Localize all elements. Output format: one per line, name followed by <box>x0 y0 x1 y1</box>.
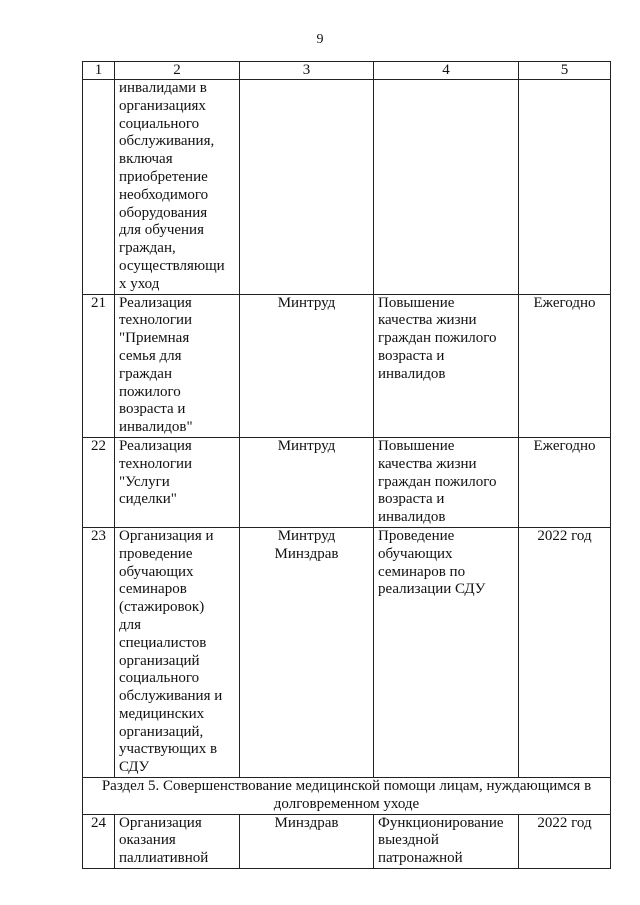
plan-table <box>82 61 611 869</box>
column-header-4: 4 <box>374 62 519 80</box>
executor-cell: Минтруд <box>240 437 374 527</box>
column-header-2: 2 <box>115 62 240 80</box>
result-cell: Повышение качества жизни граждан пожилого возраста и инвалидов <box>374 437 519 527</box>
activity-cell: инвалидами в организациях социального обслуживания, включая приобретение необходимого оборудования для обучения граждан, осуществляющи х уход <box>115 80 240 295</box>
page-number: 9 <box>316 32 324 47</box>
term-cell <box>519 80 611 295</box>
executor-cell: Минтруд Минздрав <box>240 527 374 777</box>
column-header-3: 3 <box>240 62 374 80</box>
table-row <box>83 527 611 777</box>
result-cell: Повышение качества жизни граждан пожилого возраста и инвалидов <box>374 294 519 437</box>
term-cell: Ежегодно <box>519 294 611 437</box>
table-row <box>83 814 611 868</box>
table-header-row <box>83 62 611 80</box>
result-cell: Проведение обучающих семинаров по реализации СДУ <box>374 527 519 777</box>
executor-cell: Минздрав <box>240 814 374 868</box>
activity-cell: Организация оказания паллиативной <box>115 814 240 868</box>
row-number: 21 <box>83 294 115 437</box>
row-number: 22 <box>83 437 115 527</box>
executor-cell <box>240 80 374 295</box>
table-row <box>83 437 611 527</box>
term-cell: 2022 год <box>519 814 611 868</box>
column-header-1: 1 <box>83 62 115 80</box>
row-number: 24 <box>83 814 115 868</box>
table-row <box>83 80 611 295</box>
result-cell <box>374 80 519 295</box>
activity-cell: Реализация технологии "Услуги сиделки" <box>115 437 240 527</box>
term-cell: 2022 год <box>519 527 611 777</box>
row-number <box>83 80 115 295</box>
section-heading: Раздел 5. Совершенствование медицинской помощи лицам, нуждающимся в долговременном уходе <box>83 778 611 815</box>
term-cell: Ежегодно <box>519 437 611 527</box>
column-header-5: 5 <box>519 62 611 80</box>
table-row <box>83 294 611 437</box>
activity-cell: Организация и проведение обучающих семинаров (стажировок) для специалистов организаций социального обслуживания и медицинских организаций, участвующих в СДУ <box>115 527 240 777</box>
section-row <box>83 778 611 815</box>
row-number: 23 <box>83 527 115 777</box>
result-cell: Функционирование выездной патронажной <box>374 814 519 868</box>
activity-cell: Реализация технологии "Приемная семья для граждан пожилого возраста и инвалидов" <box>115 294 240 437</box>
executor-cell: Минтруд <box>240 294 374 437</box>
